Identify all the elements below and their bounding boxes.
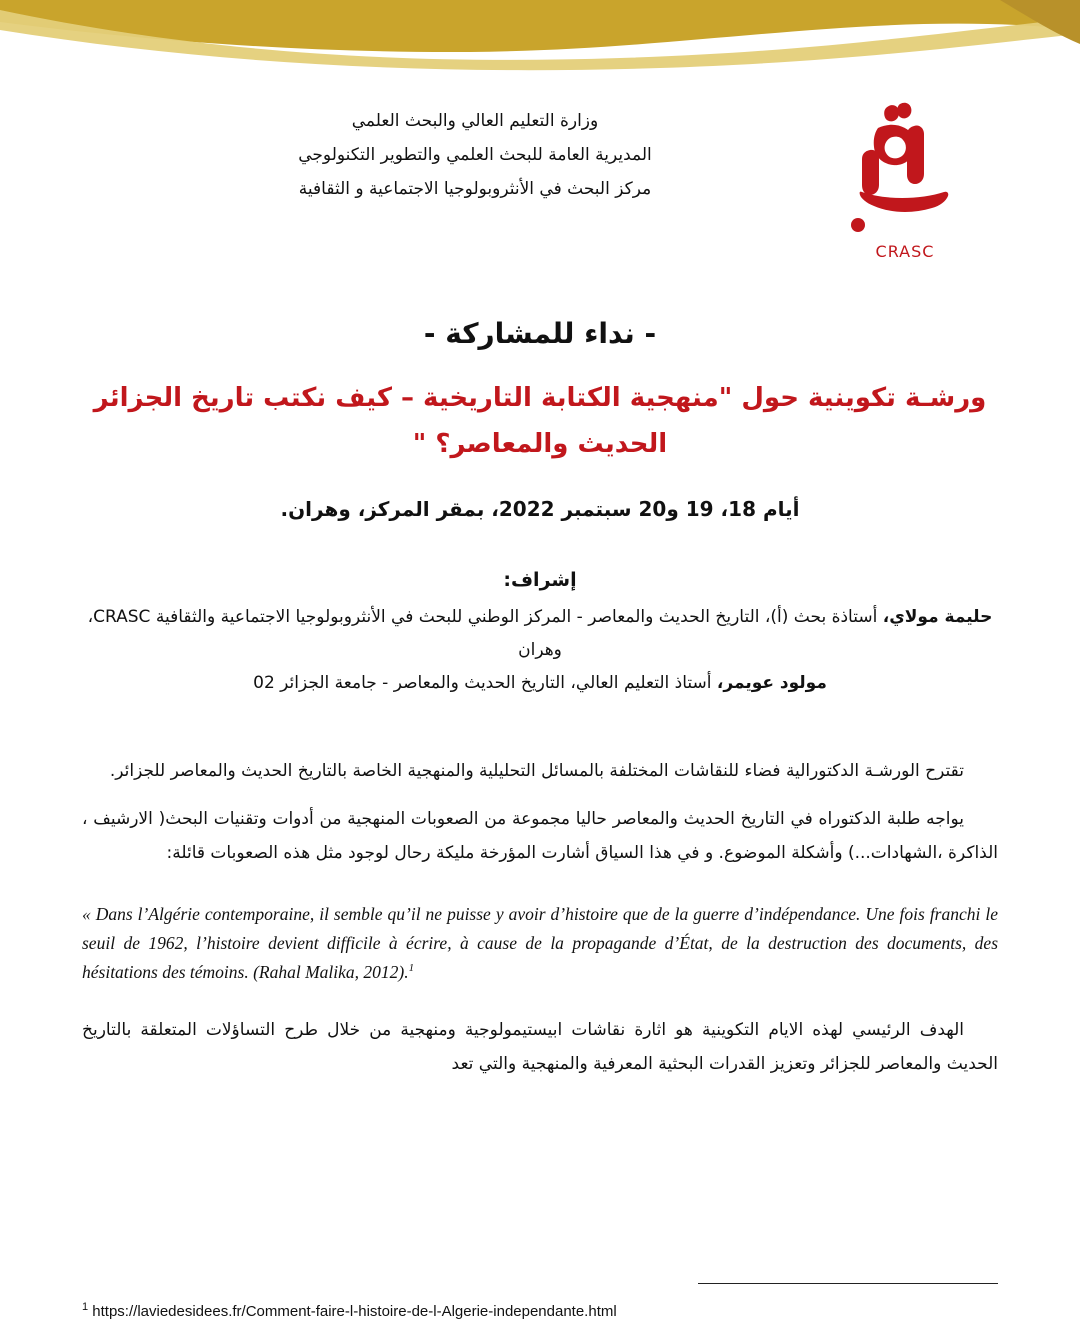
call-for-participation-label: - نداء للمشاركة -	[423, 317, 657, 350]
french-quotation	[82, 900, 998, 987]
supervisor-1-detail: أستاذة بحث (أ)، التاريخ الحديث والمعاصر - المركز الوطني للبحث في الأنثروبولوجيا الاجتماعية والثقافية CRASC، وهران	[87, 607, 883, 661]
supervisors-list	[78, 601, 1002, 700]
ministry-line-1: وزارة التعليم العالي والبحث العلمي	[351, 111, 599, 131]
paragraph-2: يواجه طلبة الدكتوراه في التاريخ الحديث والمعاصر حاليا مجموعة من الصعوبات المنهجية من أدوات وتقنيات البحث( الارشيف ، الذاكرة ،الشهادات...) وأشكلة الموضوع. و في هذا السياق أشارت المؤرخة مليكة رحال لوجود مثل هذه الصعوبات قائلة:	[82, 809, 998, 864]
crasc-logo-caption: CRASC	[875, 242, 935, 261]
supervisor-2-name: مولود عويمر،	[716, 673, 827, 694]
document-page	[0, 76, 1080, 1342]
body-paragraphs-after	[82, 1013, 998, 1081]
crasc-logo	[840, 100, 970, 265]
supervision-label: إشراف:	[503, 569, 577, 591]
workshop-title: ورشـة تكوينية حول "منهجية الكتابة التاريخية – كيف نكتب تاريخ الجزائر الحديث والمعاصر؟ "	[93, 383, 987, 459]
footnote-url: https://laviedesidees.fr/Comment-faire-l-histoire-de-l-Algerie-independante.html	[88, 1303, 617, 1320]
document-header	[0, 76, 1080, 265]
decorative-top-banner	[0, 0, 1080, 76]
crasc-logo-icon	[840, 100, 970, 240]
footnote-separator	[698, 1283, 998, 1284]
footnote	[82, 1301, 998, 1320]
event-date-location: أيام 18، 19 و20 سبتمبر 2022، بمقر المركز، وهران.	[280, 497, 800, 521]
paragraph-1: تقترح الورشـة الدكتورالية فضاء للنقاشات المختلفة بالمسائل التحليلية والمنهجية الخاصة بالتاريخ الحديث والمعاصر للجزائر.	[109, 761, 964, 782]
ministry-line-2: المديرية العامة للبحث العلمي والتطوير التكنولوجي	[298, 145, 652, 165]
ministry-heading	[70, 100, 840, 206]
gold-wave-graphic	[0, 0, 1080, 76]
quote-footnote-marker: 1	[408, 962, 415, 975]
supervisor-2	[78, 667, 1002, 700]
paragraph-3: الهدف الرئيسي لهذه الايام التكوينية هو اثارة نقاشات ابيستيمولوجية ومنهجية من خلال طرح التساؤلات المتعلقة بالتاريخ الحديث والمعاصر للجزائر وتعزيز القدرات البحثية المعرفية والمنهجية والتي تعد	[82, 1020, 998, 1075]
supervisor-1-name: حليمة مولاي،	[882, 607, 993, 627]
footnote-marker: 1	[82, 1301, 89, 1313]
supervisor-1	[78, 601, 1002, 667]
ministry-line-3: مركز البحث في الأنثروبولوجيا الاجتماعية و الثقافية	[298, 179, 652, 199]
supervisor-2-detail: أستاذ التعليم العالي، التاريخ الحديث والمعاصر - جامعة الجزائر 02	[253, 673, 717, 694]
quote-text: « Dans l’Algérie contemporaine, il semble qu’il ne puisse y avoir d’histoire que de la guerre d’indépendance. Une fois franchi le seuil de 1962, l’histoire devient difficile à écrire, à cause de la propagande d’État, de la destruction des documents, des hésitations des témoins. (Rahal Malika, 2012).	[82, 904, 998, 983]
body-paragraphs	[82, 754, 998, 870]
